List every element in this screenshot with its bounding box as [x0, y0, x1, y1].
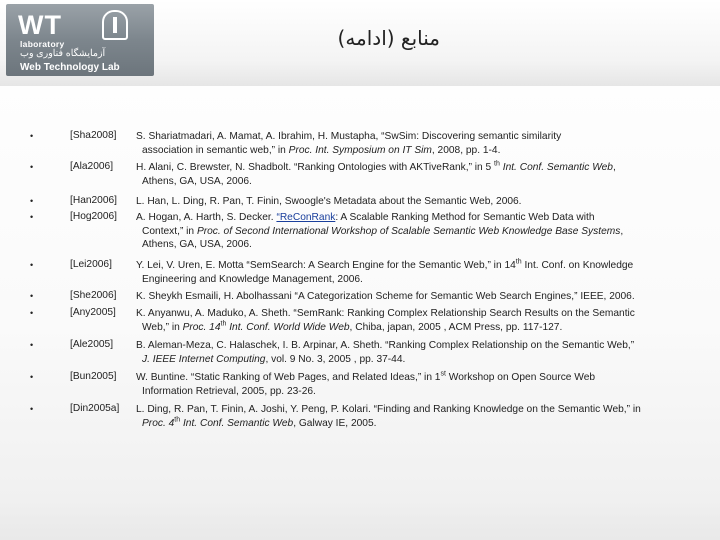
reference-text: Context,” in — [142, 225, 197, 237]
reference-line — [136, 339, 716, 353]
reference-link[interactable]: “ReConRank — [276, 212, 336, 223]
reference-line — [136, 321, 716, 335]
bullet-icon: • — [30, 260, 34, 270]
reference-text: th — [174, 416, 181, 424]
reference-text: , vol. 9 No. 3, 2005 , pp. 37-44. — [265, 353, 406, 365]
reference-key: [Han2006] — [70, 195, 118, 206]
reference-text: , 2008, pp. 1-4. — [431, 144, 501, 156]
reference-text: Athens, GA, USA, 2006. — [142, 175, 252, 187]
reference-line — [136, 385, 716, 399]
slide-title: منابع (ادامه) — [337, 26, 440, 50]
reference-text: A. Hogan, A. Harth, S. Decker. — [136, 212, 277, 223]
reference-key: [She2006] — [70, 290, 117, 301]
bullet-icon: • — [30, 372, 34, 382]
reference-text: Int. Conf. Semantic Web — [502, 162, 613, 173]
bullet-icon: • — [30, 291, 34, 301]
reference-line — [136, 211, 716, 225]
reference-text: , — [620, 225, 624, 237]
reference-line — [136, 403, 716, 417]
reference-key: [Lei2006] — [70, 259, 112, 270]
bullet-icon: • — [30, 212, 34, 222]
reference-key: [Hog2006] — [70, 211, 118, 222]
reference-line — [136, 290, 716, 304]
reference-line — [136, 175, 716, 189]
reference-text: B. Aleman-Meza, C. Halaschek, I. B. Arpinar, A. Sheth. “Ranking Complex Relationship on the Semantic Web,” — [136, 340, 635, 351]
reference-text: , Galway IE, 2005. — [293, 417, 377, 429]
reference-text: K. Sheykh Esmaili, H. Abolhassani “A Categorization Scheme for Semantic Web Search Engines,” IEEE, 2006. — [136, 291, 635, 302]
reference-key: [Bun2005] — [70, 371, 117, 382]
reference-entry — [136, 161, 716, 188]
reference-text: Proc. 4 — [142, 417, 175, 429]
logo-wt-text: WT — [18, 10, 62, 40]
reference-key: [Din2005a] — [70, 403, 120, 414]
reference-text: , Chiba, japan, 2005 , ACM Press, pp. 117-127. — [349, 321, 563, 333]
reference-line — [136, 161, 716, 175]
reference-entry — [136, 130, 716, 157]
reference-text: L. Han, L. Ding, R. Pan, T. Finin, Swoogle's Metadata about the Semantic Web, 2006. — [136, 196, 522, 207]
reference-entry — [136, 195, 716, 209]
reference-text: Web,” in — [142, 321, 183, 333]
reference-key: [Any2005] — [70, 307, 116, 318]
reference-line — [136, 307, 716, 321]
reference-entry — [136, 259, 716, 286]
reference-text: th — [494, 160, 500, 168]
reference-text: th — [515, 258, 522, 266]
reference-entry — [136, 403, 716, 430]
reference-text: Athens, GA, USA, 2006. — [142, 239, 252, 251]
footer-shade — [0, 500, 720, 540]
reference-entry — [136, 290, 716, 304]
reference-text: Int. Conf. Semantic Web — [182, 417, 294, 429]
reference-line — [136, 225, 716, 239]
reference-text: , — [612, 162, 616, 173]
reference-key: [Ale2005] — [70, 339, 114, 350]
reference-line — [136, 259, 716, 273]
reference-text: Workshop on Open Source Web — [445, 372, 596, 383]
reference-text: Int. Conf. World Wide Web — [229, 321, 350, 333]
bullet-icon: • — [30, 162, 34, 172]
reference-text: th — [220, 320, 227, 328]
reference-text: Engineering and Knowledge Management, 2006. — [142, 273, 363, 285]
reference-entry — [136, 307, 716, 334]
logo-lab-name: Web Technology Lab — [20, 62, 120, 73]
reference-text: Information Retrieval, 2005, pp. 23-26. — [142, 385, 316, 397]
reference-text: Y. Lei, V. Uren, E. Motta “SemSearch: A Search Engine for the Semantic Web,” in 14 — [136, 260, 516, 271]
reference-text: Proc. of Second International Workshop of Scalable Semantic Web Knowledge Base Systems — [196, 225, 621, 237]
reference-line — [136, 273, 716, 287]
reference-line — [136, 371, 716, 385]
reference-text: S. Shariatmadari, A. Mamat, A. Ibrahim, H. Mustapha, “SwSim: Discovering semantic similarity — [136, 131, 562, 142]
logo-persian-name: آزمایشگاه فناوری وب — [20, 48, 106, 59]
bullet-icon: • — [30, 196, 34, 206]
reference-entry — [136, 211, 716, 252]
reference-entry — [136, 371, 716, 398]
reference-text: st — [440, 370, 446, 378]
reference-text: Proc. 14 — [182, 321, 221, 333]
reference-line — [136, 144, 716, 158]
bullet-icon: • — [30, 308, 34, 318]
reference-line — [136, 238, 716, 252]
reference-text: W. Buntine. “Static Ranking of Web Pages, and Related Ideas,” in 1 — [136, 372, 441, 383]
reference-text: J. IEEE Internet Computing — [142, 353, 266, 365]
reference-entry — [136, 339, 716, 366]
reference-text: Proc. Int. Symposium on IT Sim — [288, 144, 432, 156]
reference-key: [Sha2008] — [70, 130, 117, 141]
reference-text: : A Scalable Ranking Method for Semantic Web Data with — [335, 212, 595, 223]
reference-line — [136, 130, 716, 144]
reference-text: L. Ding, R. Pan, T. Finin, A. Joshi, Y. Peng, P. Kolari. “Finding and Ranking Knowledge on the Semantic Web,” in — [136, 404, 641, 415]
reference-line — [136, 353, 716, 367]
reference-line — [136, 417, 716, 431]
bullet-icon: • — [30, 131, 34, 141]
reference-text: H. Alani, C. Brewster, N. Shadbolt. “Ranking Ontologies with AKTiveRank,” in 5 — [136, 162, 495, 173]
reference-text: K. Anyanwu, A. Maduko, A. Sheth. “SemRank: Ranking Complex Relationship Search Results on the Semantic — [136, 308, 635, 319]
reference-text: association in semantic web,” in — [142, 144, 289, 156]
logo-laboratory-text: laboratory — [20, 39, 65, 49]
reference-text: Int. Conf. on Knowledge — [521, 260, 634, 271]
bullet-icon: • — [30, 404, 34, 414]
reference-key: [Ala2006] — [70, 161, 114, 172]
bullet-icon: • — [30, 340, 34, 350]
reference-line — [136, 195, 716, 209]
